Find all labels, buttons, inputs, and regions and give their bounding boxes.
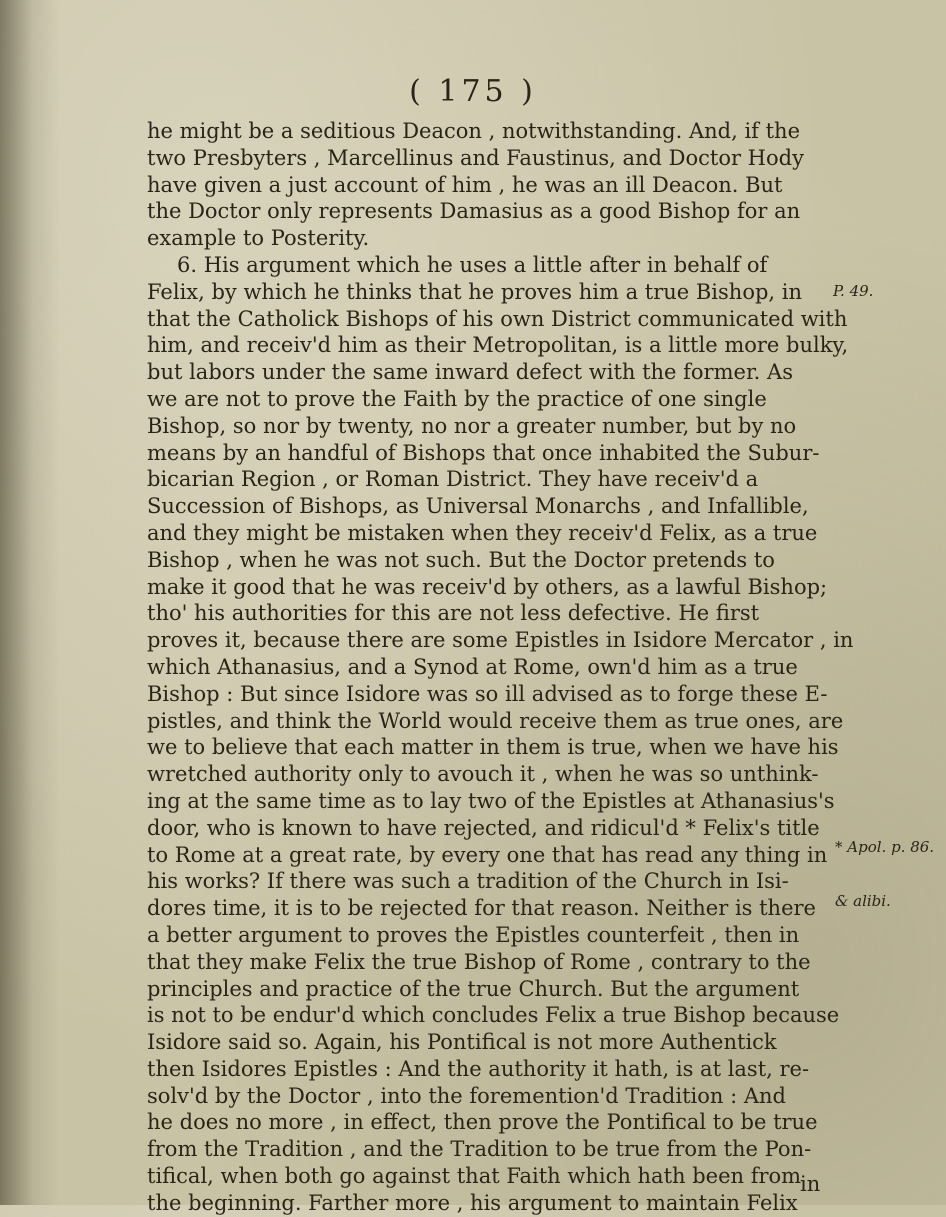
text-line: Bishop : But since Isidore was so ill advised as to forge these E- [147, 681, 828, 706]
text-line: he does no more , in effect, then prove the Pontifical to be true [147, 1110, 818, 1135]
text-line: but labors under the same inward defect with the former. As [147, 360, 793, 385]
text-line: Bishop, so nor by twenty, no nor a greater number, but by no [147, 413, 797, 438]
text-line: then Isidores Epistles : And the authority it hath, is at last, re- [147, 1056, 810, 1081]
marginal-note-citation-line: & alibi. [835, 892, 891, 910]
text-line: that they make Felix the true Bishop of Rome , contrary to the [147, 949, 811, 974]
text-line: is not to be endur'd which concludes Felix a true Bishop because [147, 1003, 840, 1028]
text-line: and they might be mistaken when they receiv'd Felix, as a true [147, 520, 818, 545]
text-line: pistles, and think the World would receive them as true ones, are [147, 708, 844, 733]
text-line: tifical, when both go against that Faith which hath been from [147, 1164, 802, 1189]
text-line: he might be a seditious Deacon , notwithstanding. And, if the [147, 119, 800, 143]
text-line: make it good that he was receiv'd by others, as a lawful Bishop; [147, 574, 828, 599]
page-number: ( 175 ) [409, 74, 537, 109]
text-line: principles and practice of the true Church. But the argument [147, 976, 800, 1001]
text-line: a better argument to proves the Epistles counterfeit , then in [147, 922, 800, 947]
marginal-note-citation-line: * Apol. p. 86. [835, 838, 935, 856]
text-line: him, and receiv'd him as their Metropolitan, is a little more bulky, [147, 333, 849, 358]
text-line: tho' his authorities for this are not less defective. He first [147, 601, 760, 626]
text-line: wretched authority only to avouch it , when he was so unthink- [147, 762, 819, 787]
text-line: Felix, by which he thinks that he proves him a true Bishop, in [147, 279, 802, 304]
text-line: two Presbyters , Marcellinus and Faustinus, and Doctor Hody [147, 145, 804, 170]
text-line: example to Posterity. [147, 226, 370, 251]
marginal-note-page-ref: P. 49. [833, 282, 874, 300]
text-line: solv'd by the Doctor , into the foremention'd Tradition : And [147, 1083, 786, 1108]
text-line: the beginning. Farther more , his argument to maintain Felix [147, 1190, 798, 1215]
text-line: which Athanasius, and a Synod at Rome, own'd him as a true [147, 654, 798, 679]
text-line: door, who is known to have rejected, and ridicul'd * Felix's title [147, 815, 820, 840]
text-line: ing at the same time as to lay two of the Epistles at Athanasius's [147, 788, 835, 813]
text-line: his works? If there was such a tradition of the Church in Isi- [147, 869, 789, 894]
text-line: to Rome at a great rate, by every one that has read any thing in [147, 842, 828, 867]
text-line: proves it, because there are some Epistles in Isidore Mercator , in [147, 628, 854, 653]
text-line: Bishop , when he was not such. But the Doctor pretends to [147, 547, 775, 572]
marginal-note-citation [835, 802, 934, 928]
text-line: have given a just account of him , he was an ill Deacon. But [147, 172, 783, 197]
text-line: means by an handful of Bishops that once inhabited the Subur- [147, 440, 820, 465]
text-line: that the Catholick Bishops of his own District communicated with [147, 306, 848, 331]
paragraph-start-line: 6. His argument which he uses a little after in behalf of [177, 252, 768, 277]
text-line: Isidore said so. Again, his Pontifical is not more Authentick [147, 1030, 777, 1055]
text-line: from the Tradition , and the Tradition to be true from the Pon- [147, 1137, 812, 1162]
page-binding-shadow [0, 0, 60, 1205]
text-line: Succession of Bishops, as Universal Monarchs , and Infallible, [147, 494, 809, 519]
text-line: we are not to prove the Faith by the practice of one single [147, 386, 767, 411]
text-line: we to believe that each matter in them is true, when we have his [147, 735, 839, 760]
text-line: dores time, it is to be rejected for that reason. Neither is there [147, 896, 816, 921]
catchword: in [800, 1172, 821, 1196]
text-line: bicarian Region , or Roman District. They have receiv'd a [147, 467, 759, 492]
text-line: the Doctor only represents Damasius as a good Bishop for an [147, 199, 801, 224]
